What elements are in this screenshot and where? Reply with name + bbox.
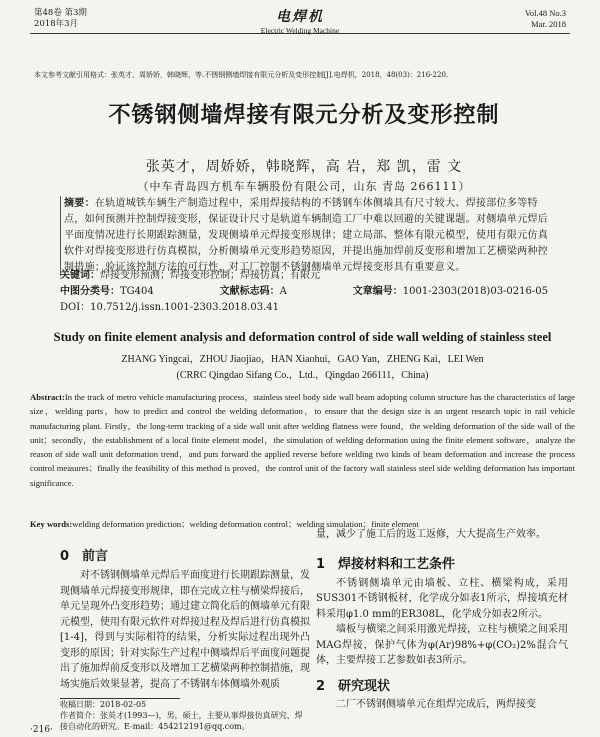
left-column [60,545,310,732]
section-2-paragraph: 二厂不锈钢侧墙单元在组焊完成后，两焊接变 [336,698,536,710]
section-1-paragraph-2: 墙板与横梁之间采用激光焊接，立柱与横梁之间采用MAG焊接，保护气体为φ(Ar)98%+φ(CO₂)2%混合气体，主要焊接工艺参数如表3所示。 [316,624,568,666]
section-1-paragraph-1: 不锈钢侧墙单元由墙板、立柱、横梁构成，采用SUS301不锈钢板材，化学成分如表1所示，焊接填充材料采用φ1.0 mm的ER308L，化学成分如表2所示。 [316,577,568,620]
citation-format: 本文参考文献引用格式：张英才，周娇娇，韩晓辉，等.不锈钢侧墙焊接有限元分析及变形控制[J].电焊机，2018，48(03)：216-220. [34,71,449,79]
abstract-en-text: In the track of metro vehicle manufacturing process，stainless steel body side wall beam adopting column structure has the characteristics of large size，welding parts，how to predict and control the welding deformation，to ensure that the design size is an urgent research topic in rail vehicle manufacturing plant. Firstly，the long-term tracking of a side wall unit after welding flatness were found，the welding deformation of the side wall of the unit；secondly，the establishment of a local finite element model，the simulation of welding deformation using the finite element software，analyze the reason of side wall unit deformation trend，and puts forward the applied reverse before welding two kinds of beam deformation and increase the process control measures；finally the feasibility of this method is proved，the control unit of the factory wall stainless steel side welding deformation has important significance. [30,392,575,488]
paper-title-cn: 不锈钢侧墙焊接有限元分析及变形控制 [108,103,500,128]
abstract-en [30,390,575,490]
journal-masthead [220,6,380,35]
journal-logo: 电焊机 [276,9,324,25]
header-right [525,8,566,30]
keywords-en-label: Key words: [30,519,73,529]
classification: 中图分类号：TG404 [60,286,154,297]
date-en: Mar. 2018 [531,19,566,29]
keywords-cn-text: 焊接变形预测；焊接变形控制；焊接仿真；有限元 [100,270,320,281]
abstract-en-label: Abstract: [30,392,65,402]
abstract-cn [60,196,552,276]
paper-title-en: Study on finite element analysis and deformation control of side wall welding of stainless steel [53,330,552,344]
classification-row [60,284,548,300]
date-cn: 2018年3月 [34,19,79,29]
volume-cn: 第48卷 第3期 [34,8,87,18]
section-0-heading: 0 前言 [60,549,109,564]
doi[interactable]: DOI：10.7512/j.issn.1001-2303.2018.03.41 [60,302,279,313]
journal-name-en: Electric Welding Machine [260,26,340,35]
header-rule [30,33,570,34]
abstract-cn-text: 在轨道城铁车辆生产制造过程中，采用焊接结构的不锈钢车体侧墙具有尺寸较大、焊接部位多等特点，如何预测并控制焊接变形，保证设计尺寸是轨道车辆制造工厂中难以回避的关键课题。对侧墙单元焊后平面度情况进行长期跟踪测量，发现侧墙单元焊接变形规律；建立局部、整体有限元模型，使用有限元仿真软件对焊接变形进行仿真模拟，分析侧墙单元变形趋势原因，并提出施加焊前反变形和增加工艺横梁两种控制措施；验证该控制方法的可行性，对工厂控制不锈钢侧墙单元焊接变形具有重要意义。 [64,198,549,273]
keywords-en-text: welding deformation prediction；welding deformation control；welding simulation；finite element [72,519,419,529]
affiliation-cn: （中车青岛四方机车车辆股份有限公司，山东 青岛 266111） [137,180,471,193]
keywords-cn-label: 关键词： [60,270,100,281]
section-0-paragraph: 对不锈钢侧墙单元焊后平面度进行长期跟踪测量，发现侧墙单元焊接变形规律，即在完成立柱与横梁焊接后，单元呈现外凸变形趋势；通过建立简化后的侧墙单元有限元模型，使用有限元软件对焊接过程及焊后进行仿真模拟[1-4]，得到与实际相符的结果，分析实际过程出现外凸变形的原因；针对实际生产过程中侧墙焊后平面度问题提出了施加焊前反变形以及增加工艺横梁两种控制措施，现场实施后效果显著，提高了不锈钢车体侧墙外观质 [60,570,310,690]
footnote-author-bio: 作者简介：张英才(1993—)，男，硕士，主要从事焊接仿真研究、焊接自动化的研究。E-mail：454212191@qq.com。 [60,711,303,731]
article-number: 文章编号：1001-2303(2018)03-0216-05 [352,286,548,297]
volume-en: Vol.48 No.3 [524,8,566,18]
authors-en: ZHANG Yingcai，ZHOU Jiaojiao，HAN Xiaohui，GAO Yan，ZHENG Kai，LEI Wen [121,354,484,365]
section-0-continuation: 量，减少了施工后的返工返修，大大提高生产效率。 [316,529,546,540]
article-meta [60,268,548,316]
document-code: 文献标志码：A [219,286,287,297]
page-number: ·216· [30,725,53,735]
footnote-received: 收稿日期：2018-02-05 [60,700,147,709]
authors-cn: 张英才，周娇娇，韩晓辉，高 岩，郑 凯，雷 文 [145,159,463,175]
section-2-heading: 2 研究现状 [316,678,391,694]
keywords-cn [60,268,548,284]
affiliation-en: (CRRC Qingdao Sifang Co.，Ltd.，Qingdao 266111，China) [176,370,429,381]
right-column [316,527,568,712]
section-1-heading: 1 焊接材料和工艺条件 [316,556,456,572]
header-left [34,8,87,30]
abstract-cn-label: 摘要： [64,198,95,209]
